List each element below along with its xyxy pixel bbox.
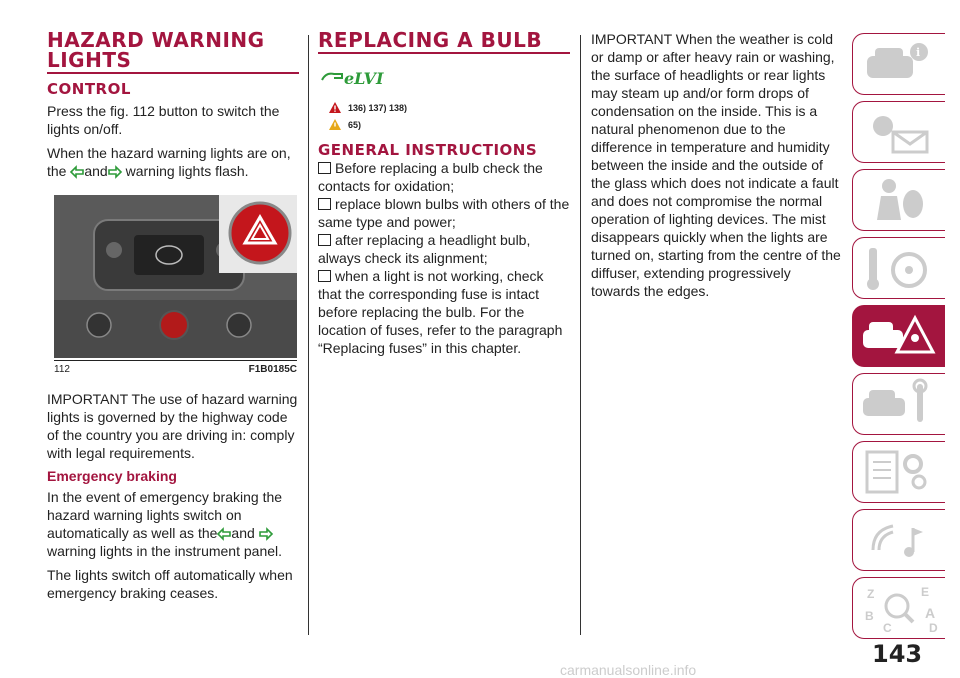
bullet-text: when a light is not working, check that the corresponding fuse is intact before replacing the bulb. For the location of fuses, refer to the paragraph “Replacing fuses” in this chapter.	[318, 268, 563, 356]
lights-envelope-icon	[853, 102, 945, 162]
warning-triangle-icon	[328, 101, 342, 114]
column-hazard-lights	[47, 30, 299, 186]
turn-right-arrow-icon	[108, 166, 122, 178]
tab-multimedia[interactable]	[852, 509, 945, 571]
multimedia-icon	[853, 510, 945, 570]
emergency-braking-heading: Emergency braking	[47, 468, 177, 484]
checkbox-bullet-icon	[318, 270, 331, 282]
text: When the hazard warning lights are on, the	[47, 145, 291, 179]
figure-code: F1B0185C	[248, 364, 297, 375]
text: and	[84, 163, 108, 179]
key-steering-icon	[853, 238, 945, 298]
seatbelt-airbag-icon	[853, 170, 945, 230]
paragraph-important: IMPORTANT The use of hazard warning lights is governed by the highway code of the country you are driving in: comply with legal requirements.	[47, 391, 298, 461]
bullet-text: Before replacing a bulb check the contacts for oxidation;	[318, 160, 543, 194]
subheading-control: CONTROL	[47, 80, 131, 98]
svg-text:A: A	[925, 605, 936, 621]
section-heading-rule	[318, 30, 570, 54]
car-warning-icon	[853, 306, 945, 366]
column-hazard-lights-lower	[47, 390, 299, 608]
tab-car-info[interactable]	[852, 33, 945, 95]
column-divider	[580, 35, 581, 635]
tab-safety[interactable]	[852, 169, 945, 231]
bullet-item	[318, 159, 570, 195]
svg-text:C: C	[883, 621, 892, 635]
paragraph-warning-lights	[47, 144, 299, 180]
turn-left-arrow-icon	[70, 166, 84, 178]
paragraph: The lights switch off automatically when emergency braking ceases.	[47, 567, 293, 601]
tab-lights-messages[interactable]	[852, 101, 945, 163]
section-heading: REPLACING A BULB	[318, 28, 543, 52]
environment-hand-icon	[318, 62, 384, 92]
figure-number: 112	[54, 364, 70, 375]
section-heading-rule	[47, 30, 299, 74]
subheading-general-instructions: GENERAL INSTRUCTIONS	[318, 141, 538, 159]
specs-gears-icon	[853, 442, 945, 502]
svg-text:i: i	[916, 46, 921, 59]
section-heading: HAZARD WARNING LIGHTS	[47, 28, 265, 72]
footer-watermark: carmanualsonline.info	[560, 662, 697, 678]
tab-in-an-emergency[interactable]	[852, 305, 945, 367]
caution-triangle-icon	[328, 118, 342, 131]
bullet-text: after replacing a headlight bulb, always check its alignment;	[318, 232, 531, 266]
text: warning lights flash.	[125, 163, 249, 179]
svg-text:D: D	[929, 621, 938, 635]
turn-left-arrow-icon	[217, 528, 231, 540]
car-info-icon	[853, 34, 945, 94]
svg-text:eLVI: eLVI	[344, 69, 384, 88]
checkbox-bullet-icon	[318, 162, 331, 174]
warning-refs: 136) 137) 138)	[348, 102, 408, 113]
text: and	[231, 525, 255, 541]
figure-caption	[54, 360, 297, 375]
paragraph-important-condensation: IMPORTANT When the weather is cold or damp or after heavy rain or washing, the surface of headlights or rear lights may steam up and/or form drops of condensation on the inside. This is a natural phenomenon due to the difference in temperature and humidity between the inside and the outside of the glass which does not indicate a fault and does not compromise the normal operation of lighting devices. The mist disappears quickly when the lights are turned on, starting from the centre of the diffuser, extending progressively towards the edges.	[591, 31, 841, 299]
column-divider	[308, 35, 309, 635]
tab-index[interactable]	[852, 577, 945, 639]
bullet-item	[318, 231, 570, 267]
svg-text:Z: Z	[867, 587, 875, 601]
index-search-icon	[853, 578, 945, 638]
bullet-item	[318, 195, 570, 231]
tab-technical-specs[interactable]	[852, 441, 945, 503]
column-replacing-bulb	[318, 30, 570, 357]
car-wrench-icon	[853, 374, 945, 434]
checkbox-bullet-icon	[318, 234, 331, 246]
bullet-text: replace blown bulbs with others of the same type and power;	[318, 196, 570, 230]
column-important-condensation	[591, 30, 841, 306]
paragraph-emergency	[47, 488, 299, 560]
checkbox-bullet-icon	[318, 198, 331, 210]
bullet-item	[318, 267, 570, 357]
warning-reference-row	[328, 101, 570, 114]
paragraph: Press the fig. 112 button to switch the lights on/off.	[47, 103, 280, 137]
turn-right-arrow-icon	[259, 528, 273, 540]
page-number: 143	[872, 640, 923, 668]
tab-starting-driving[interactable]	[852, 237, 945, 299]
svg-text:B: B	[865, 609, 874, 623]
svg-text:E: E	[921, 585, 930, 599]
figure-hazard-button-photo	[54, 195, 297, 358]
caution-reference-row	[328, 118, 570, 131]
text: warning lights in the instrument panel.	[47, 543, 283, 559]
tab-servicing[interactable]	[852, 373, 945, 435]
text: In the event of emergency braking the hazard warning lights switch on automatically as well as the	[47, 489, 283, 541]
caution-refs: 65)	[348, 119, 362, 130]
chapter-tabs	[852, 33, 944, 645]
